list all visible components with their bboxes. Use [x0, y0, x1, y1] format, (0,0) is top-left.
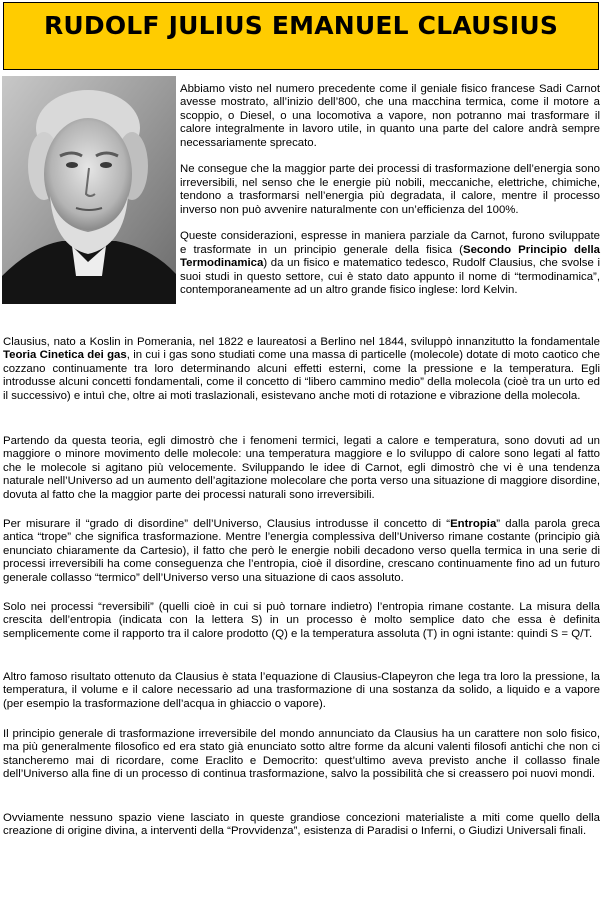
paragraph-7: Solo nei processi “reversibili” (quelli cioè in cui si può tornare indietro) l’entropia rimane costante. La misura della crescita dell’entropia (indicata con la lettera S) in un processo è molto semplice dato che essa è definita semplicemente come il rapporto tra il calore prodotto (Q) e la temperatura assoluta (T) in ogni istante: quindi S = Q/T.: [3, 601, 600, 640]
paragraph-1: Abbiamo visto nel numero precedente come il geniale fisico francese Sadi Carnot avesse mostrato, all’inizio dell’800, che una macchina termica, come il motore a scoppio, o Diesel, o una locomotiva a vapore, non potranno mai trasformare il calore integralmente in lavoro utile, in quanto una parte del calore andrà sempre necessariamente sprecato.: [180, 83, 600, 149]
paragraph-4-bold: Teoria Cinetica dei gas: [3, 349, 127, 362]
paragraph-8: Altro famoso risultato ottenuto da Clausius è stata l’equazione di Clausius-Clapeyron che lega tra loro la pressione, la temperatura, il volume e il calore necessario ad una trasformazione di una sostanza da solido, a liquido e a vapore (per esempio la trasformazione dell’acqua in ghiaccio o vapore).: [3, 671, 600, 710]
paragraph-10: Ovviamente nessuno spazio viene lasciato in queste grandiose concezioni materialiste a miti come quello della creazione di origine divina, a interventi della “Provvidenza”, esistenza di Paradisi o Inferni, o Giudizi Universali finali.: [3, 812, 600, 838]
portrait-illustration: [2, 76, 176, 304]
paragraph-3: [180, 230, 600, 297]
paragraph-5: Partendo da questa teoria, egli dimostrò che i fenomeni termici, legati a calore e temperatura, sono dovuti ad un maggiore o minore movimento delle molecole: una temperatura maggiore e lo sviluppo di calore sono legati al fatto che le molecole si agitano più velocemente. Sviluppando le idee di Carnot, egli dimostrò che vi è una tendenza naturale nell’Universo ad un aumento dell’agitazione molecolare che porta verso una situazione di maggiore disordine, dovuta al fatto che la maggior parte dei processi naturali sono irreversibili.: [3, 435, 600, 501]
paragraph-4-text-c: , in cui i gas sono studiati come una massa di particelle (molecole) dotate di moto caotico che cozzano continuamente tra loro determinando alcuni effetti esterni, come la pressione e la temperatura. Egli introdusse alcuni concetti fondamentali, come il concetto di “libero cammino medio” della molecola (cioè tra un urto ed il successivo) e intuì che, oltre ai moti traslazionali, esistevano anche moti di rotazione e vibrazione della molecola.: [3, 349, 600, 402]
paragraph-6-text-a: Per misurare il “grado di disordine” dell’Universo, Clausius introdusse il concetto di “: [3, 518, 451, 530]
paragraph-3-text-c: ) da un fisico e matematico tedesco, Rudolf Clausius, che svolse i suoi studi in questo settore, cui è stato dato appunto il nome di “termodinamica”, contemporaneamente ad un altro grande fisico inglese: lord Kelvin.: [180, 257, 600, 297]
title-banner: [3, 2, 599, 70]
paragraph-2: Ne consegue che la maggior parte dei processi di trasformazione dell’energia sono irreversibili, nel senso che le energie più nobili, meccaniche, elettriche, chimiche, tendono a trasformarsi nell’energia più degradata, il calore, mentre il processo inverso non può avvenire naturalmente con un’efficienza del 100%.: [180, 163, 600, 216]
paragraph-6-text-c: ” dalla parola greca antica “trope” che significa trasformazione. Mentre l’energia complessiva dell’Universo rimane costante (principio già enunciato chiaramente da Cartesio), il fatto che però le energie nobili decadono verso quella termica in una serie di processi irreversibili ha come conseguenza che l’entropia, cioè il disordine, crescano continuamente fino ad un futuro generale collasso “termico” dell’Universo verso una situazione di caos assoluto.: [3, 518, 600, 584]
intro-column: [180, 83, 600, 311]
paragraph-4: [3, 336, 600, 403]
paragraph-6: [3, 518, 600, 585]
paragraph-6-bold: Entropia: [450, 518, 497, 530]
page-title: RUDOLF JULIUS EMANUEL CLAUSIUS: [43, 11, 559, 40]
paragraph-3-text-a: Queste considerazioni, espresse in maniera parziale da Carnot, furono sviluppate e trasformate in un principio generale della fisica (: [180, 230, 600, 256]
paragraph-4-text-a: Clausius, nato a Koslin in Pomerania, nel 1822 e laureatosi a Berlino nel 1844, sviluppò innanzitutto la fondamentale: [3, 336, 600, 348]
paragraph-9: Il principio generale di trasformazione irreversibile del mondo annunciato da Clausius ha un carattere non solo fisico, ma più generalmente filosofico ed era stato già enunciato sotto altre forme da alcuni valenti filosofi antichi che non ci stancheremo mai di ricordare, come Eraclito e Democrito: quest’ultimo aveva previsto anche il collasso finale dell’Universo alla fine di un processo di continua trasformazione, salvo la possibilità che si creassero poi nuovi mondi.: [3, 728, 600, 781]
portrait-photo-icon: [2, 76, 176, 304]
paragraph-3-bold: Secondo Principio della Termodinamica: [180, 243, 600, 270]
